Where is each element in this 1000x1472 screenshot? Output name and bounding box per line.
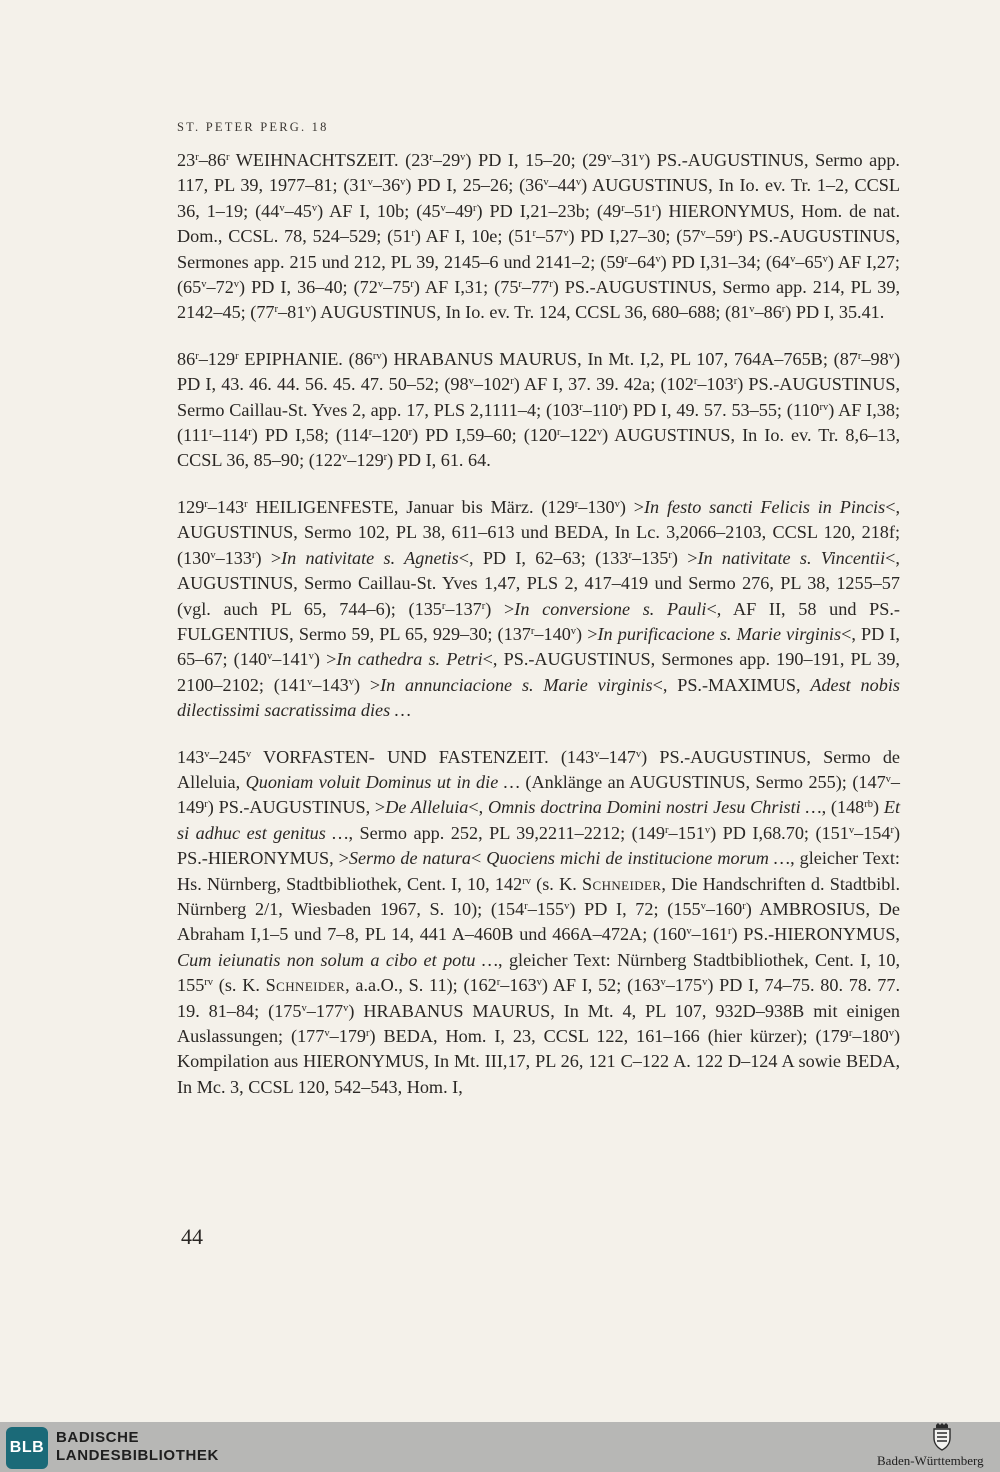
folio-side-mark: r bbox=[524, 900, 528, 912]
folio-side-mark: v bbox=[342, 452, 348, 464]
folio-side-mark: v bbox=[704, 824, 711, 836]
entry-text: ) PS.-AUGUSTINUS, Sermo de Alleluia, bbox=[177, 746, 901, 792]
folio-side-mark: v bbox=[822, 253, 828, 265]
incipit-text: Sermo de natura bbox=[348, 848, 472, 869]
entry-text: ) PD I,31–34; (64 bbox=[660, 251, 791, 272]
viewer-footer bbox=[0, 1422, 1000, 1472]
entry-text: –160 bbox=[705, 898, 743, 919]
entry-text: ) HRABANUS MAURUS, In Mt. I,2, PL 107, 764A–765B; (87 bbox=[381, 348, 858, 369]
folio-side-mark: v bbox=[655, 253, 661, 265]
entry-text: ) PD I,27–30; (57 bbox=[568, 226, 701, 247]
entry-text: , gleicher Text: Nürnberg Stadtbibliothek, Cent. I, 10, 155 bbox=[177, 949, 901, 996]
folio-side-mark: r bbox=[195, 350, 199, 362]
incipit-text: In purificacione s. Marie virginis bbox=[597, 623, 842, 644]
entry-text: –154 bbox=[854, 822, 891, 843]
entry-text: ) AMBROSIUS, De Abraham I,1–5 und 7–8, PL 14, 441 A–460B und 466A–472A; (160 bbox=[177, 898, 900, 945]
entry-text: ) PD I, 49. 57. 53–55; (110 bbox=[622, 399, 820, 420]
entry-text: (s. K. bbox=[530, 873, 582, 894]
folio-side-mark: r bbox=[481, 600, 486, 612]
entry-text: ) PD I, 25–26; (36 bbox=[405, 175, 544, 196]
folio-side-mark: v bbox=[204, 748, 210, 760]
entry-text: –135 bbox=[631, 547, 669, 568]
entry-text: –75 bbox=[383, 277, 411, 298]
entry-text: , Die Handschriften d. Stadtbibl. Nürnberg 2/1, Wiesbaden 1967, S. 10); (154 bbox=[177, 873, 900, 919]
entry-text: –86 bbox=[198, 150, 226, 170]
incipit-text: Et si adhuc est genitus … bbox=[177, 797, 901, 843]
folio-side-mark: r bbox=[496, 977, 501, 989]
entry-text: 143 bbox=[177, 746, 205, 767]
entry-text: ) PD I,58; (114 bbox=[251, 425, 369, 446]
entry-text: (Anklänge an AUGUSTINUS, Sermo 255); (147 bbox=[519, 771, 886, 792]
folio-side-mark: v bbox=[279, 202, 285, 214]
folio-side-mark: r bbox=[274, 304, 279, 316]
entry-text: –155 bbox=[527, 898, 565, 919]
folio-side-mark: r bbox=[848, 1028, 853, 1039]
folio-side-mark: r bbox=[579, 401, 583, 413]
folio-side-mark: v bbox=[686, 926, 692, 938]
folio-side-mark: v bbox=[888, 1028, 894, 1039]
entry-text: ) AF I, 10b; (45 bbox=[317, 200, 441, 221]
entry-text: –129 bbox=[347, 450, 384, 471]
entry-text: ) bbox=[873, 797, 884, 818]
entry-text: ) PD I, 36–40; (72 bbox=[239, 277, 378, 298]
incipit-text: De Alleluia bbox=[385, 797, 469, 818]
entry-text: –110 bbox=[582, 399, 619, 420]
entry-text: ) BEDA, Hom. I, 23, CCSL 122, 161–166 (hier kürzer); (179 bbox=[369, 1026, 849, 1046]
folio-side-mark: v bbox=[700, 228, 706, 240]
entry-text: –143 bbox=[312, 674, 349, 695]
entry-text: ) PD I, 74–75. 80. 78. 77. 19. 81–84; (175 bbox=[177, 975, 900, 1021]
entry-text: ) AUGUSTINUS, In Io. ev. Tr. 1–2, CCSL 36, 1–19; (44 bbox=[177, 175, 900, 221]
folio-side-mark: rb bbox=[864, 799, 874, 811]
entry-text: –59 bbox=[705, 226, 734, 247]
folio-side-mark: v bbox=[614, 498, 620, 510]
folio-side-mark: v bbox=[348, 676, 354, 688]
entry-text: –72 bbox=[206, 277, 234, 298]
folio-side-mark: rv bbox=[522, 875, 531, 887]
folio-side-mark: r bbox=[733, 376, 738, 388]
entry-text: –175 bbox=[665, 975, 703, 996]
entry-text: –114 bbox=[212, 425, 249, 446]
folio-side-mark: r bbox=[621, 202, 625, 214]
page-number: 44 bbox=[181, 1224, 203, 1249]
entry-text: <, bbox=[468, 797, 488, 818]
folio-side-mark: r bbox=[549, 279, 553, 291]
entry-text: –77 bbox=[521, 277, 550, 298]
folio-side-mark: v bbox=[210, 549, 216, 561]
folio-side-mark: rv bbox=[819, 401, 829, 413]
entry-text: –151 bbox=[668, 822, 705, 843]
folio-side-mark: v bbox=[308, 651, 314, 663]
catalog-entry bbox=[177, 347, 900, 474]
entry-text: ) HRABANUS MAURUS, In Mt. 4, PL 107, 932D–938B mit einigen Auslassungen; (177 bbox=[177, 1000, 900, 1046]
entry-text: –180 bbox=[852, 1026, 889, 1046]
catalog-text bbox=[177, 148, 900, 1121]
folio-side-mark: rv bbox=[372, 350, 382, 362]
entry-text: –49 bbox=[445, 200, 473, 221]
entry-text: <, PS.-AUGUSTINUS, Sermones app. 190–191, PL 39, 2100–2102; (141 bbox=[177, 649, 900, 695]
entry-text: –86 bbox=[754, 302, 782, 323]
incipit-text: In nativitate s. Agnetis bbox=[281, 547, 459, 568]
entry-text: –45 bbox=[284, 200, 312, 221]
folio-side-mark: r bbox=[429, 152, 433, 163]
folio-side-mark: v bbox=[305, 304, 311, 316]
incipit-text: In conversione s. Pauli bbox=[514, 598, 707, 619]
entry-text: 86 bbox=[177, 348, 196, 369]
folio-side-mark: v bbox=[468, 376, 474, 388]
folio-side-mark: r bbox=[225, 152, 230, 163]
entry-text: ) > bbox=[255, 547, 282, 568]
folio-side-mark: r bbox=[204, 498, 208, 510]
entry-text: ) AF I, 52; (163 bbox=[541, 975, 661, 996]
entry-text: –177 bbox=[306, 1000, 344, 1021]
entry-text: –140 bbox=[534, 623, 571, 644]
entry-text: ) AUGUSTINUS, In Io. ev. Tr. 124, CCSL 36, 680–688; (81 bbox=[310, 302, 750, 323]
entry-text: , a.a.O., S. 11); (162 bbox=[345, 975, 497, 996]
folio-side-mark: r bbox=[368, 427, 373, 439]
state-name: Baden-Württemberg bbox=[877, 1453, 984, 1468]
entry-text: ) > bbox=[313, 649, 337, 670]
entry-text: ) > bbox=[576, 623, 598, 644]
entry-text: ) > bbox=[485, 598, 515, 619]
folio-side-mark: r bbox=[410, 279, 414, 291]
entry-text: –36 bbox=[372, 175, 401, 196]
entry-text: , (148 bbox=[821, 797, 865, 818]
folio-side-mark: v bbox=[570, 625, 577, 637]
entry-text: –163 bbox=[500, 975, 537, 996]
incipit-text: Quoniam voluit Dominus ut in die … bbox=[245, 771, 520, 792]
folio-side-mark: r bbox=[628, 549, 632, 561]
folio-side-mark: v bbox=[575, 177, 582, 189]
entry-text: ) AF I, 37. 39. 42a; (102 bbox=[513, 374, 694, 395]
entry-text: –81 bbox=[278, 302, 306, 323]
entry-text: –57 bbox=[535, 226, 564, 247]
incipit-text: Adest nobis dilectissimi sacratissima dies … bbox=[177, 674, 900, 721]
folio-side-mark: r bbox=[510, 376, 514, 388]
folio-side-mark: r bbox=[574, 498, 579, 510]
folio-side-mark: r bbox=[890, 824, 894, 836]
entry-text: , Sermo app. 252, PL 39,2211–2212; (149 bbox=[348, 822, 665, 843]
incipit-text: In cathedra s. Petri bbox=[336, 649, 483, 670]
folio-side-mark: v bbox=[301, 1002, 307, 1014]
entry-text: ) PD I,59–60; (120 bbox=[412, 425, 558, 446]
entry-text: ) PS.-AUGUSTINUS, Sermo app. 214, PL 39, 2142–45; (77 bbox=[177, 277, 900, 323]
folio-side-mark: r bbox=[530, 625, 535, 637]
folio-side-mark: r bbox=[473, 202, 477, 214]
entry-text: ) PD I, 61. 64. bbox=[387, 450, 491, 471]
folio-side-mark: v bbox=[201, 279, 207, 291]
folio-side-mark: v bbox=[790, 253, 796, 265]
entry-text: ) > bbox=[671, 547, 698, 568]
running-head: ST. PETER PERG. 18 bbox=[177, 120, 329, 134]
folio-side-mark: v bbox=[564, 900, 570, 912]
library-name-line2: LANDESBIBLIOTHEK bbox=[56, 1447, 219, 1464]
entry-text: 129 bbox=[177, 496, 205, 517]
folio-side-mark: r bbox=[733, 228, 737, 240]
folio-side-mark: v bbox=[343, 1002, 349, 1014]
entry-text: EPIPHANIE. (86 bbox=[238, 348, 373, 369]
entry-text: –103 bbox=[697, 374, 734, 395]
entry-text: –29 bbox=[432, 150, 461, 170]
folio-side-mark: v bbox=[594, 748, 600, 760]
incipit-text: In nativitate s. Vincentii bbox=[697, 547, 886, 568]
incipit-text: Omnis doctrina Domini nostri Jesu Christi … bbox=[487, 797, 822, 818]
entry-text: –102 bbox=[473, 374, 511, 395]
folio-side-mark: r bbox=[693, 376, 698, 388]
entry-text: –44 bbox=[548, 175, 576, 196]
incipit-text: Cum ieiunatis non solum a cibo et potu … bbox=[177, 949, 498, 970]
folio-side-mark: v bbox=[563, 228, 569, 240]
blb-logo-icon[interactable]: BLB bbox=[6, 1427, 48, 1469]
folio-side-mark: v bbox=[543, 177, 549, 189]
folio-side-mark: v bbox=[307, 676, 313, 688]
entry-text: 23 bbox=[177, 150, 196, 170]
entry-text: ) PS.-AUGUSTINUS, Sermo app. 117, PL 39, 1977–81; (31 bbox=[177, 150, 900, 196]
catalog-entry bbox=[177, 495, 900, 724]
entry-text: ) AF I,31; (75 bbox=[413, 277, 519, 298]
entry-text: < bbox=[471, 848, 487, 869]
folio-side-mark: r bbox=[518, 279, 522, 291]
entry-text: <, PD I, 65–67; (140 bbox=[177, 623, 900, 670]
entry-text: ) AF I,27; (65 bbox=[177, 251, 900, 298]
author-name: Schneider bbox=[265, 975, 346, 996]
incipit-text: In annunciacione s. Marie virginis bbox=[380, 674, 653, 695]
entry-text: ) PD I, 43. 46. 44. 56. 45. 47. 50–52; (98 bbox=[177, 348, 900, 395]
folio-side-mark: v bbox=[324, 1028, 330, 1039]
folio-side-mark: v bbox=[700, 900, 706, 912]
folio-side-mark: r bbox=[664, 824, 669, 836]
entry-text: ) Kompilation aus HIERONYMUS, In Mt. III,17, PL 26, 121 C–122 A. 122 D–124 A sowie BEDA, In Mc. 3, CCSL 120, 542–543, Hom. I, bbox=[177, 1026, 900, 1097]
folio-side-mark: r bbox=[408, 427, 413, 439]
entry-text: –143 bbox=[207, 496, 245, 517]
folio-side-mark: r bbox=[441, 600, 446, 612]
entry-text: –130 bbox=[578, 496, 615, 517]
entry-text: VORFASTEN- UND FASTENZEIT. (143 bbox=[251, 746, 595, 767]
entry-text: –65 bbox=[795, 251, 823, 272]
folio-side-mark: v bbox=[367, 177, 373, 189]
incipit-text: Quociens michi de institucione morum … bbox=[486, 848, 791, 869]
entry-text: –245 bbox=[209, 746, 246, 767]
folio-side-mark: v bbox=[749, 304, 755, 316]
folio-side-mark: r bbox=[857, 350, 862, 362]
entry-text: (s. K. bbox=[213, 975, 266, 996]
entry-text: ) AUGUSTINUS, In Io. ev. Tr. 8,6–13, CCSL 36, 85–90; (122 bbox=[177, 425, 900, 471]
folio-side-mark: r bbox=[248, 427, 252, 439]
entry-text: <, AUGUSTINUS, Sermo Caillau-St. Yves 1,47, PLS 2, 417–419 und Sermo 276, PL 38, 1255–57 (vgl. auch PL 65, 744–6); (135 bbox=[177, 547, 900, 619]
folio-side-mark: v bbox=[660, 977, 666, 989]
entry-text: –98 bbox=[861, 348, 889, 369]
entry-text: –129 bbox=[198, 348, 236, 369]
folio-side-mark: v bbox=[311, 202, 318, 214]
entry-text: –179 bbox=[329, 1026, 366, 1046]
entry-text: –137 bbox=[445, 598, 482, 619]
entry-text: <, PS.-MAXIMUS, bbox=[652, 674, 811, 695]
folio-side-mark: r bbox=[251, 549, 256, 561]
entry-text: –161 bbox=[691, 924, 728, 945]
folio-side-mark: v bbox=[885, 773, 891, 785]
incipit-text: In festo sancti Felicis in Pincis bbox=[644, 496, 886, 517]
entry-text: ) PD I, 35.41. bbox=[785, 302, 885, 323]
entry-text: ) AF I, 10e; (51 bbox=[414, 226, 533, 247]
entry-text: <, AF II, 58 und PS.-FULGENTIUS, Sermo 59, PL 65, 929–30; (137 bbox=[177, 598, 900, 644]
entry-text: –133 bbox=[215, 547, 252, 568]
entry-text: ) > bbox=[353, 674, 381, 695]
entry-text: ) PD I,21–23b; (49 bbox=[476, 200, 622, 221]
folio-side-mark: v bbox=[460, 152, 466, 163]
folio-side-mark: v bbox=[400, 177, 406, 189]
folio-side-mark: r bbox=[668, 549, 672, 561]
folio-side-mark: r bbox=[411, 228, 415, 240]
folio-side-mark: r bbox=[244, 498, 248, 510]
entry-text: <, AUGUSTINUS, Sermo 102, PL 38, 611–613 und BEDA, In Lc. 3,2066–2103, CCSL 120, 218f; (130 bbox=[177, 496, 901, 568]
entry-text: ) PS.-AUGUSTINUS, > bbox=[207, 797, 386, 818]
entry-text: ) PS.-HIERONYMUS, bbox=[731, 924, 900, 945]
entry-text: ) PS.-AUGUSTINUS, Sermones app. 215 und 212, PL 39, 2145–6 und 2141–2; (59 bbox=[177, 226, 900, 272]
folio-side-mark: r bbox=[209, 427, 213, 439]
entry-text: <, PD I, 62–63; (133 bbox=[458, 547, 629, 568]
folio-side-mark: v bbox=[440, 202, 446, 214]
folio-side-mark: r bbox=[557, 427, 561, 439]
entry-text: WEIHNACHTSZEIT. (23 bbox=[229, 150, 430, 170]
folio-side-mark: r bbox=[204, 799, 208, 811]
entry-text: ) PD I, 15–20; (29 bbox=[465, 150, 607, 170]
folio-side-mark: r bbox=[624, 253, 629, 265]
entry-text: –31 bbox=[611, 150, 640, 170]
folio-side-mark: r bbox=[366, 1028, 370, 1039]
entry-text: –122 bbox=[560, 425, 597, 446]
folio-side-mark: r bbox=[195, 152, 199, 163]
folio-side-mark: r bbox=[235, 350, 239, 362]
folio-side-mark: v bbox=[848, 824, 855, 836]
folio-side-mark: v bbox=[377, 279, 384, 291]
entry-text: –149 bbox=[177, 771, 901, 818]
entry-text: –64 bbox=[628, 251, 656, 272]
folio-side-mark: r bbox=[781, 304, 786, 316]
author-name: Schneider bbox=[581, 873, 662, 894]
folio-side-mark: rv bbox=[204, 977, 214, 989]
entry-text: –147 bbox=[599, 746, 636, 767]
library-name-line1: BADISCHE bbox=[56, 1429, 140, 1446]
entry-text: ) HIERONYMUS, Hom. de nat. Dom., CCSL. 78, 524–529; (51 bbox=[177, 200, 900, 247]
folio-side-mark: r bbox=[383, 452, 388, 464]
folio-side-mark: v bbox=[888, 350, 894, 362]
entry-text: , gleicher Text: Hs. Nürnberg, Stadtbibliothek, Cent. I, 10, 142 bbox=[177, 848, 900, 894]
folio-side-mark: r bbox=[728, 926, 732, 938]
folio-side-mark: v bbox=[233, 279, 240, 291]
entry-text: ) > bbox=[619, 496, 644, 517]
folio-side-mark: r bbox=[651, 202, 656, 214]
folio-side-mark: r bbox=[618, 401, 622, 413]
catalog-entry bbox=[177, 745, 900, 1101]
entry-text: –141 bbox=[272, 649, 309, 670]
folio-side-mark: v bbox=[267, 651, 273, 663]
folio-side-mark: v bbox=[702, 977, 708, 989]
folio-side-mark: v bbox=[536, 977, 542, 989]
entry-text: ) PD I, 72; (155 bbox=[569, 898, 701, 919]
coat-of-arms-icon bbox=[929, 1423, 955, 1451]
entry-text: ) PS.-AUGUSTINUS, Sermo Caillau-St. Yves 2, app. 17, PLS 2,1111–4; (103 bbox=[177, 374, 901, 420]
entry-text: ) PD I,68.70; (151 bbox=[710, 822, 849, 843]
folio-side-mark: v bbox=[606, 152, 612, 163]
folio-side-mark: v bbox=[639, 152, 645, 163]
folio-side-mark: r bbox=[742, 900, 746, 912]
entry-text: HEILIGENFESTE, Januar bis März. (129 bbox=[247, 496, 575, 517]
entry-text: –120 bbox=[372, 425, 409, 446]
entry-text: ) AF I,38; (111 bbox=[177, 399, 900, 446]
folio-side-mark: v bbox=[245, 748, 252, 760]
catalog-entry bbox=[177, 148, 900, 326]
folio-side-mark: v bbox=[596, 427, 603, 439]
entry-text: –51 bbox=[624, 200, 652, 221]
folio-side-mark: r bbox=[532, 228, 536, 240]
entry-text: ) PS.-HIERONYMUS, > bbox=[177, 822, 900, 869]
library-name[interactable] bbox=[56, 1429, 219, 1465]
folio-side-mark: v bbox=[635, 748, 642, 760]
